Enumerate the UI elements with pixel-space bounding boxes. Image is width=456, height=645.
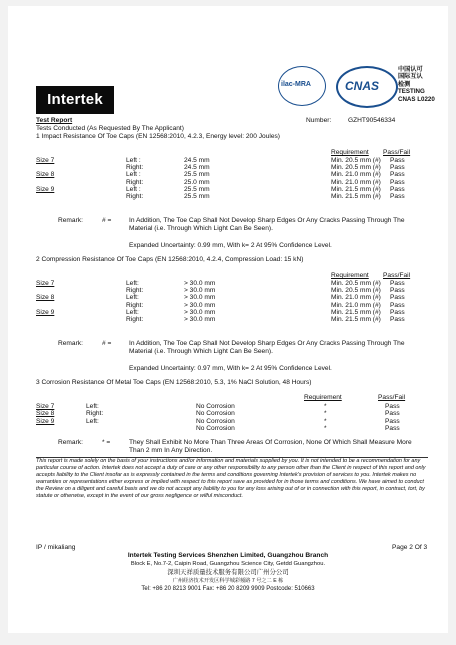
section3-cell-size: Size 7 [36,403,55,410]
section2-remark-text: In Addition, The Toe Cap Shall Not Develop Sharp Edges Or Any Cracks Passing Through The Material (i.e. Through Which Light Can Be Seen). [129,340,405,356]
section1-cell-req: Min. 21.0 mm (#) [331,178,381,186]
section2-cell-req: Min. 21.0 mm (#) [331,301,381,309]
section3-cell-result: Pass [385,425,400,433]
section1-cell-result: Pass [390,185,405,193]
intertek-logo [36,86,114,114]
section1-cell-value: 25.5 mm [184,193,210,200]
section3-cell-result: Pass [385,403,400,410]
section2-cell-value: > 30.0 mm [184,301,216,309]
section1-cell-value: 24.5 mm [184,157,210,164]
section1-cell-value: 25.5 mm [184,185,210,193]
section3-cell-value: No Corrosion [196,417,235,425]
section3-cell-side: Left: [86,403,99,410]
section3-cell-size: Size 8 [36,410,55,418]
ilac-mra-logo [278,66,326,106]
section1-remark-label: Remark: [58,217,83,224]
section3-cell-req: * [324,425,327,433]
section3-remark-text: They Shall Exhibit No More Than Three Areas Of Corrosion, None Of Which Shall Measure More Than 2 mm In Any Direction. [129,439,412,455]
section2-requirement-header: Requirement [331,272,369,279]
section2-cell-side: Right: [126,287,144,295]
section2-cell-value: > 30.0 mm [184,308,216,316]
section2-passfail-header: Pass/Fail [383,272,411,279]
section2-cell-result: Pass [390,316,405,323]
section1-cell-value: 25.5 mm [184,171,210,179]
section3-title: 3 Corrosion Resistance Of Metal Toe Caps (EN 12568:2010, 5.3, 1% NaCl Solution, 48 Hours) [36,379,312,386]
cnas-line: 检测 [398,80,411,88]
section1-remark-text: In Addition, The Toe Cap Shall Not Develop Sharp Edges Or Any Cracks Passing Through The Material (i.e. Through Which Light Can Be Seen). [129,217,405,233]
section2-cell-result: Pass [390,301,405,309]
section1-cell-value: 24.5 mm [184,164,210,172]
footer-company-cn: 深圳天祥质量技术服务有限公司广州分公司 [167,569,289,576]
section2-cell-side: Right: [126,301,144,309]
disclaimer: This report is made solely on the basis of your instructions and/or information and materials supplied by you. It is not intended to be a recommendation for any particular course of action. Intertek does not accept a duty of care or any other responsibility to any person other than the Client in respect of this report and only accepts liability to the Client insofar as is expressly contained in the terms and conditions governing Intertek's provision of services to you. Intertek makes no warranties or representations either express or implied with respect to this report save as provided for in those terms and conditions. We have aimed to conduct the Review on a diligent and careful basis and we do not accept any liability to you for any loss arising out of or in connection with this report, in contract, tort, by statute or otherwise, except in the event of our gross negligence or wilful misconduct. [36,458,426,500]
cnas-line: 国际互认 [398,73,423,81]
section3-cell-size: Size 9 [36,417,55,425]
section1-cell-req: Min. 21.0 mm (#) [331,171,381,179]
footer-address-cn: 广州経济技术开发区科学城彩頻路 7 号之二 E 栋 [172,578,284,584]
section2-uncertainty: Expanded Uncertainty: 0.97 mm, With k= 2 At 95% Confidence Level. [129,365,332,372]
section2-cell-side: Left: [126,280,139,287]
section2-cell-result: Pass [390,280,405,287]
section1-cell-side: Left : [126,185,141,193]
report-page [8,6,448,633]
section2-cell-side: Right: [126,316,144,323]
section1-cell-size: Size 9 [36,185,55,193]
section2-cell-req: Min. 21.5 mm (#) [331,308,381,316]
report-intro: Tests Conducted (As Requested By The Applicant) [36,125,184,132]
section2-cell-req: Min. 20.5 mm (#) [331,287,381,295]
section2-cell-result: Pass [390,294,405,302]
section2-cell-req: Min. 21.5 mm (#) [331,316,381,323]
section3-remark-mark: * = [102,439,111,446]
section2-cell-result: Pass [390,308,405,316]
section2-cell-side: Left: [126,294,139,302]
section2-cell-result: Pass [390,287,405,295]
brand-name: Intertek [47,90,103,108]
footer-initials: IP / mikaliang [36,544,76,551]
section3-cell-req: * [324,417,327,425]
report-number: GZHT90546334 [348,117,396,124]
section1-cell-req: Min. 20.5 mm (#) [331,157,381,164]
section3-cell-side: Left: [86,417,99,425]
section1-cell-side: Left : [126,171,141,179]
section2-cell-value: > 30.0 mm [184,316,216,323]
section2-cell-size: Size 9 [36,308,55,316]
section3-cell-side: Right: [86,410,104,418]
section2-cell-value: > 30.0 mm [184,280,216,287]
section1-title: 1 Impact Resistance Of Toe Caps (EN 12568:2010, 4.2.3, Energy level: 200 Joules) [36,133,280,140]
section3-remark-label: Remark: [58,439,83,446]
section1-cell-result: Pass [390,178,405,186]
footer-company: Intertek Testing Services Shenzhen Limited, Guangzhou Branch [127,552,329,559]
section1-uncertainty: Expanded Uncertainty: 0.99 mm, With k= 2 At 95% Confidence Level. [129,242,332,249]
section1-cell-size: Size 8 [36,171,55,179]
cnas-logo [336,66,398,108]
section1-cell-value: 25.0 mm [184,178,210,186]
section1-passfail-header: Pass/Fail [383,149,411,156]
report-title: Test Report [36,117,73,124]
report-number-label: Number: [306,117,332,124]
section3-passfail-header: Pass/Fail [378,394,406,401]
section2-cell-req: Min. 20.5 mm (#) [331,280,381,287]
section1-cell-result: Pass [390,164,405,172]
section2-cell-value: > 30.0 mm [184,287,216,295]
section3-cell-value: No Corrosion [196,403,235,410]
section3-cell-value: No Corrosion [196,425,235,433]
section2-remark-mark: # = [102,340,112,347]
section2-cell-size: Size 8 [36,294,55,302]
section2-cell-size: Size 7 [36,280,55,287]
section1-cell-result: Pass [390,171,405,179]
page-number: Page 2 Of 3 [392,544,428,551]
section2-title: 2 Compression Resistance Of Toe Caps (EN 12568:2010, 4.2.4, Compression Load: 15 kN) [36,256,304,263]
section1-cell-req: Min. 21.5 mm (#) [331,185,381,193]
section1-remark-mark: # = [102,217,112,224]
section1-cell-side: Right: [126,164,144,172]
section1-cell-size: Size 7 [36,157,55,164]
section1-cell-side: Right: [126,178,144,186]
section1-cell-req: Min. 20.5 mm (#) [331,164,381,172]
section3-requirement-header: Requirement [304,394,342,401]
section3-cell-result: Pass [385,417,400,425]
section2-cell-req: Min. 21.0 mm (#) [331,294,381,302]
section3-cell-req: * [324,410,327,418]
footer-address: Block E, No.7-2, Caipin Road, Guangzhou Science City, Getdd Guangzhou. [130,561,326,567]
cnas-label: CNAS [345,79,380,93]
section2-remark-label: Remark: [58,340,83,347]
section1-cell-result: Pass [390,193,405,200]
section3-cell-value: No Corrosion [196,410,235,418]
section2-cell-side: Left: [126,308,139,316]
cnas-line: CNAS L0220 [398,95,435,103]
ilac-label: ilac-MRA [281,81,311,88]
section1-requirement-header: Requirement [331,149,369,156]
section1-cell-side: Left : [126,157,141,164]
section3-cell-req: * [324,403,327,410]
section1-cell-req: Min. 21.5 mm (#) [331,193,381,200]
cnas-line: TESTING [398,88,425,96]
section1-cell-result: Pass [390,157,405,164]
cnas-line: 中国认可 [398,66,423,73]
cnas-accreditation [398,66,435,103]
footer-contact: Tel: +86 20 8213 9001 Fax: +86 20 8209 9909 Postcode: 510663 [141,586,315,592]
section1-cell-side: Right: [126,193,144,200]
section3-cell-result: Pass [385,410,400,418]
section2-cell-value: > 30.0 mm [184,294,216,302]
